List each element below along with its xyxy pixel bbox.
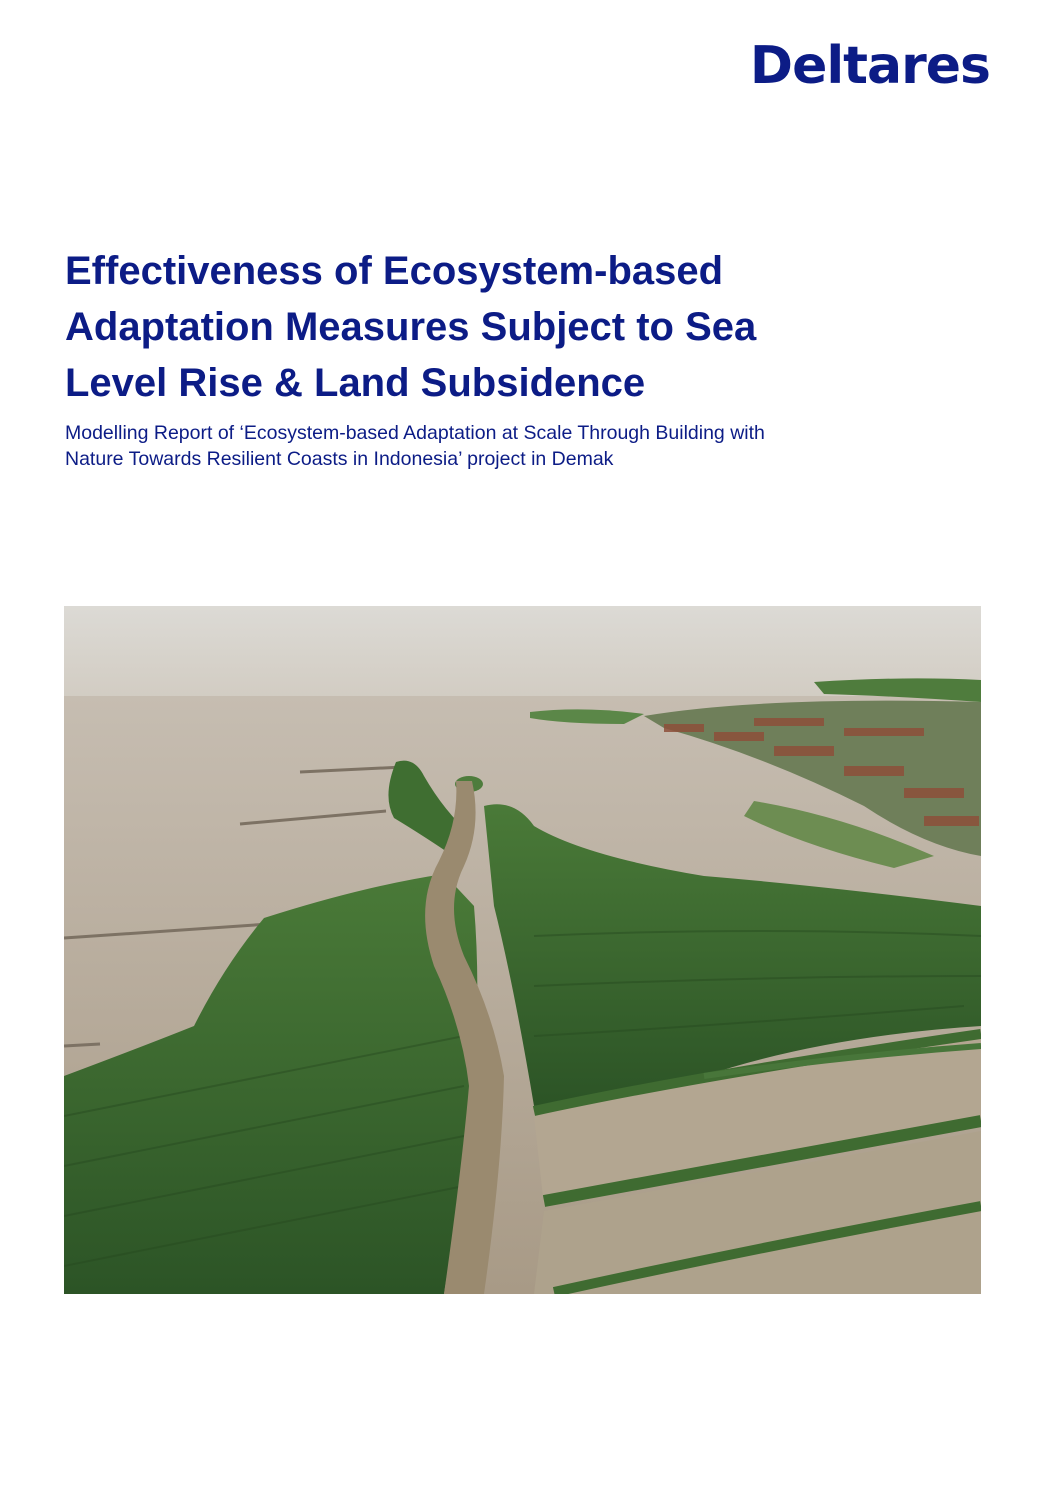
report-subtitle-line: Modelling Report of ‘Ecosystem-based Adaptation at Scale Through Building with bbox=[65, 422, 765, 444]
deltares-logo: Deltares bbox=[749, 36, 990, 96]
report-subtitle-line: Nature Towards Resilient Coasts in Indonesia’ project in Demak bbox=[65, 448, 614, 470]
cover-photo-aerial-mangrove bbox=[64, 606, 981, 1294]
breakwater-line bbox=[64, 1044, 100, 1046]
report-title-line: Level Rise & Land Subsidence bbox=[65, 361, 646, 405]
report-title-line: Adaptation Measures Subject to Sea bbox=[65, 305, 757, 349]
report-title bbox=[65, 243, 965, 411]
report-subtitle bbox=[65, 420, 995, 472]
report-title-line: Effectiveness of Ecosystem-based bbox=[65, 249, 724, 293]
aerial-photo-illustration bbox=[64, 606, 981, 1294]
